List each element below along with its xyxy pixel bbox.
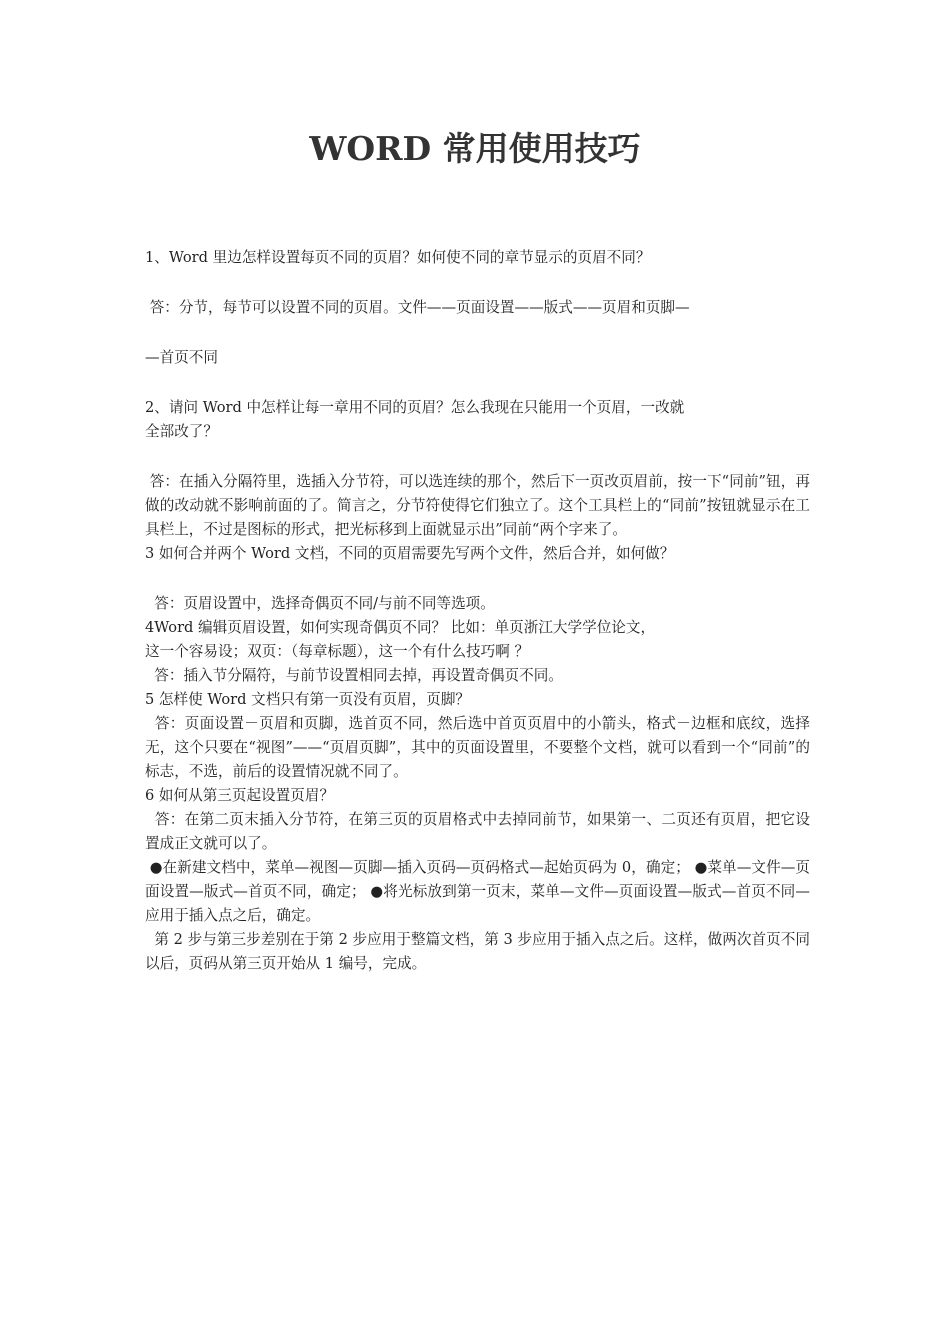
q5-answer: 答：页面设置－页眉和页脚，选首页不同，然后选中首页页眉中的小箭头，格式－边框和底纹，选择无，这个只要在“视图”——“页眉页脚”，其中的页面设置里，不要整个文档，就可以看到一个“同前”的标志，不选，前后的设置情况就不同了。 [145, 715, 810, 780]
q6-answer-2: ●在新建文档中，菜单—视图—页脚—插入页码—页码格式—起始页码为 0，确定； ●菜单—文件—页面设置—版式—首页不同，确定； ●将光标放到第一页末，菜单—文件—页面设置—版式—首页不同—应用于插入点之后，确定。 [145, 859, 810, 924]
q3-question: 3 如何合并两个 Word 文档，不同的页眉需要先写两个文件，然后合并，如何做？ [145, 545, 675, 562]
document-body [145, 246, 810, 976]
q4-answer: 答：插入节分隔符，与前节设置相同去掉，再设置奇偶页不同。 [145, 667, 563, 684]
q5-question: 5 怎样使 Word 文档只有第一页没有页眉，页脚？ [145, 691, 471, 708]
spacer [145, 566, 810, 592]
q4-question-line1: 4Word 编辑页眉设置，如何实现奇偶页不同？ 比如：单页浙江大学学位论文， [145, 619, 656, 636]
q6-question: 6 如何从第三页起设置页眉？ [145, 787, 335, 804]
q6-answer-3: 第 2 步与第三步差别在于第 2 步应用于整篇文档，第 3 步应用于插入点之后。这样，做两次首页不同以后，页码从第三页开始从 1 编号，完成。 [145, 931, 810, 972]
q4-question-line2: 这一个容易设；双页：（每章标题），这一个有什么技巧啊 ？ [145, 643, 530, 660]
document-title: WORD 常用使用技巧 [309, 129, 641, 168]
spacer [145, 444, 810, 470]
q6-answer-1: 答：在第二页末插入分节符，在第三页的页眉格式中去掉同前节，如果第一、二页还有页眉，把它设置成正文就可以了。 [145, 811, 810, 852]
q2-question-line1: 2、请问 Word 中怎样让每一章用不同的页眉？怎么我现在只能用一个页眉，一改就 [145, 399, 685, 416]
q2-answer: 答：在插入分隔符里，选插入分节符，可以选连续的那个，然后下一页改页眉前，按一下“同前”钮，再做的改动就不影响前面的了。简言之，分节符使得它们独立了。这个工具栏上的“同前”按钮就显示在工具栏上，不过是图标的形式，把光标移到上面就显示出”同前“两个字来了。 [145, 473, 810, 538]
spacer [145, 320, 810, 346]
spacer [145, 270, 810, 296]
q2-question-line2: 全部改了？ [145, 423, 218, 440]
q1-question: 1、Word 里边怎样设置每页不同的页眉？如何使不同的章节显示的页眉不同？ [145, 249, 651, 266]
spacer [145, 370, 810, 396]
q1-answer-line2: —首页不同 [145, 349, 218, 366]
q1-answer-line1: 答：分节，每节可以设置不同的页眉。文件——页面设置——版式——页眉和页脚— [145, 299, 690, 316]
q3-answer: 答：页眉设置中，选择奇偶页不同/与前不同等选项。 [145, 595, 495, 612]
